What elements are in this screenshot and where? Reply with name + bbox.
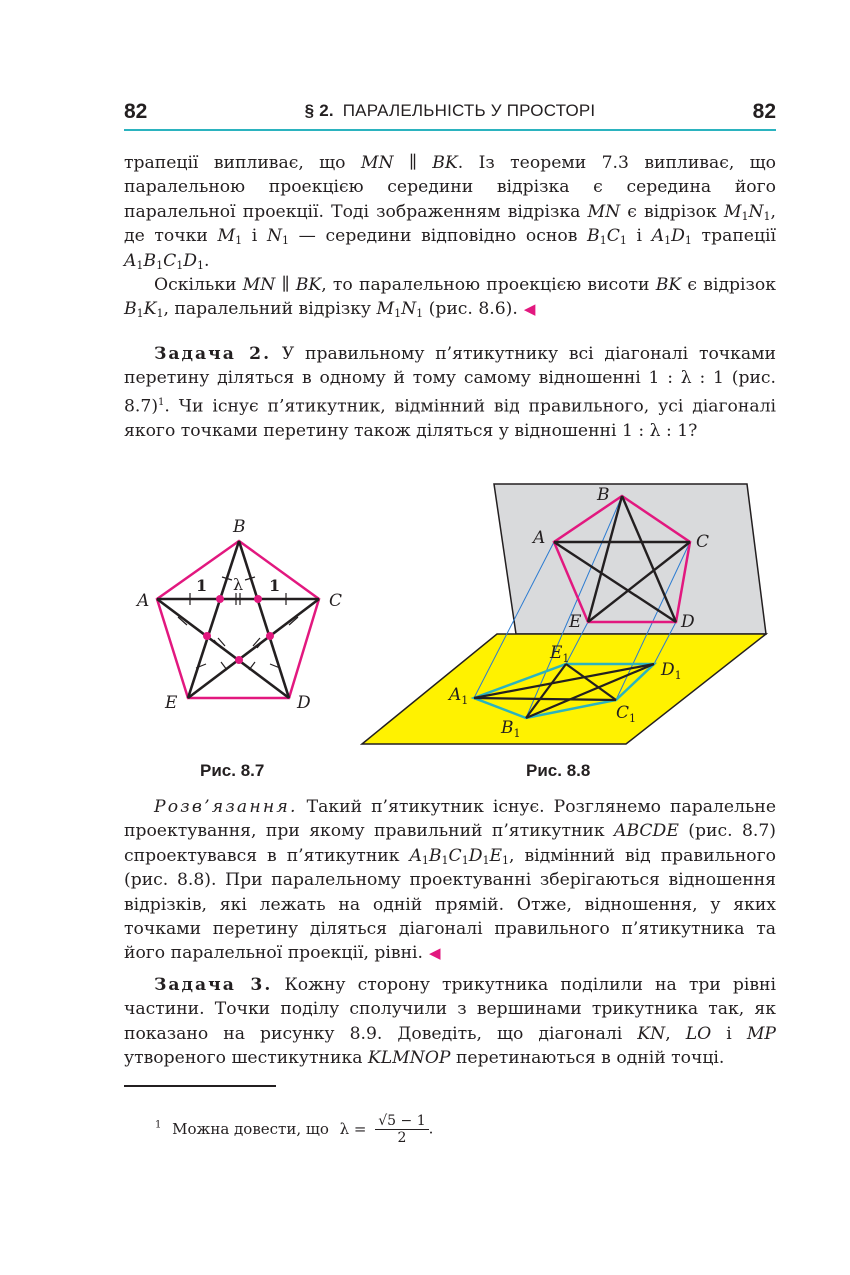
- label-B: B: [233, 517, 246, 537]
- fraction-denominator: 2: [397, 1130, 407, 1146]
- label-one-left: 1: [196, 576, 208, 595]
- label-E-top: E: [569, 612, 582, 632]
- figure-8-7: [130, 510, 360, 720]
- label-A-top: A: [533, 528, 546, 548]
- page-number-left: 82: [124, 100, 148, 123]
- solution-block: Розв’язання. Такий п’ятикутник існує. Розглянемо паралельне проектування, при якому правильний п’ятикутник ABCDE (рис. 8.7) спроектувався в п’ятикутник $A_1B_1C_1D_1E_1$, відмінний від правильного (рис. 8.8). При паралельному проектуванні зберігаються відношення відрізків, які лежать на одній прямій. Отже, відношення, у яких точками перетину діляться діагоналі правильного п’ятикутника та його паралельної проекції, рівні. ◀: [124, 797, 776, 964]
- label-E1: $E_1$: [550, 643, 570, 665]
- label-lambda: λ: [233, 575, 244, 594]
- end-of-proof-icon: ◀: [523, 300, 536, 319]
- label-D1: $D_1$: [661, 660, 682, 682]
- figure-8-8: [360, 480, 775, 750]
- text-block-1: [124, 151, 776, 322]
- label-C1: $C_1$: [616, 703, 637, 725]
- label-C-top: C: [696, 532, 710, 552]
- section-title: ПАРАЛЕЛЬНІСТЬ У ПРОСТОРІ: [342, 101, 596, 120]
- gray-plane: [494, 484, 766, 634]
- caption-fig-8-7: Рис. 8.7: [200, 761, 265, 780]
- label-E: E: [165, 693, 178, 713]
- problem-2: Задача 2. У правильному п’ятикутнику всі діагоналі точками перетину діляться в одному й тому самому відношенні 1 : λ : 1 (рис. 8.7)$^1$. Чи існує п’ятикутник, відмінний від правильного, усі діагоналі якого точками перетину також діляться у відношенні 1 : λ : 1?: [124, 344, 776, 441]
- label-C: C: [329, 591, 343, 611]
- footnote: $^1$ Можна довести, що λ = $\frac{√5 - 1}{2}$ .: [155, 1113, 434, 1146]
- footnote-marker: 1: [155, 1119, 162, 1131]
- footnote-lambda: λ =: [339, 1119, 367, 1138]
- problem-3: Задача 3. Кожну сторону трикутника поділили на три рівні частини. Точки поділу сполучили з вершинами трикутника так, як показано на рисунку 8.9. Доведіть, що діагоналі KN, LO і MP утвореного шестикутника KLMNOP перетинаються в одній точці.: [124, 975, 776, 1069]
- end-of-solution-icon: ◀: [429, 944, 441, 963]
- footnote-fraction: [375, 1113, 428, 1146]
- yellow-plane: [362, 634, 766, 744]
- footnote-rule: [124, 1085, 276, 1087]
- label-D: D: [297, 693, 311, 713]
- label-D-top: D: [681, 612, 695, 632]
- footnote-text: Можна довести, що: [172, 1119, 329, 1138]
- running-title: [124, 101, 776, 121]
- section-mark: § 2.: [304, 101, 334, 120]
- label-A: A: [137, 591, 150, 611]
- label-B1: $B_1$: [501, 718, 521, 740]
- label-one-right: 1: [269, 576, 281, 595]
- caption-fig-8-8: Рис. 8.8: [526, 761, 591, 780]
- fraction-numerator: √5 − 1: [375, 1113, 428, 1130]
- label-B-top: B: [597, 485, 610, 505]
- page-number-right: 82: [752, 100, 776, 123]
- paragraph-1: трапеції випливає, що MN ∥ BK. Із теореми 7.3 випливає, що паралельною проекцією середини відрізка є середина його паралельної проекції. Тоді зображенням відрізка MN є відрізок $M_1N_1$, де точки $M_1$ і $N_1$ — середини відповідно основ $B_1C_1$ і $A_1D_1$ трапеції $A_1B_1C_1D_1$.: [124, 153, 777, 272]
- page-header: [124, 98, 776, 130]
- paragraph-2: Оскільки MN ∥ BK, то паралельною проекцією висоти BK є відрізок $B_1K_1$, паралельний відрізку $M_1N_1$ (рис. 8.6). ◀: [124, 275, 776, 321]
- header-rule: [124, 129, 776, 131]
- intersection-points: [203, 595, 274, 664]
- label-A1: $A_1$: [449, 685, 469, 707]
